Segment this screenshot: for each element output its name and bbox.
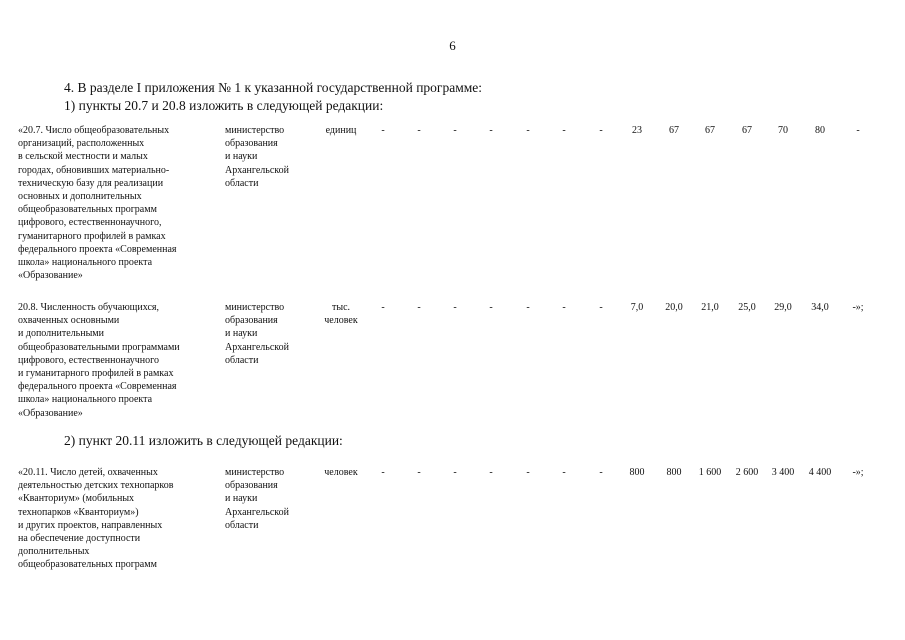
indicator-value: 29,0 — [774, 302, 792, 313]
indicator-value: 4 400 — [808, 467, 832, 478]
responsible-body: министерство образования и науки Архангельской области — [225, 467, 289, 531]
unit-of-measure: единиц — [325, 125, 357, 136]
indicator-value: -»; — [852, 302, 864, 313]
indicator-value: - — [562, 125, 566, 136]
responsible-body: министерство образования и науки Архангельской области — [225, 302, 289, 366]
indicator-value: 80 — [815, 125, 825, 136]
indicator-value: 23 — [632, 125, 642, 136]
indicator-value: 800 — [666, 467, 682, 478]
section-heading: 4. В разделе I приложения № 1 к указанной государственной программе: — [64, 80, 483, 95]
indicator-value: 67 — [705, 125, 715, 136]
indicator-value: 20,0 — [665, 302, 683, 313]
indicator-value: - — [417, 125, 421, 136]
indicator-value: 25,0 — [738, 302, 756, 313]
subsection-heading-2: 2) пункт 20.11 изложить в следующей редакции: — [64, 433, 343, 448]
indicator-value: - — [562, 467, 566, 478]
page-number: 6 — [449, 38, 456, 53]
indicator-value: - — [526, 302, 530, 313]
indicator-value: - — [489, 125, 493, 136]
indicator-value: - — [856, 125, 860, 136]
indicator-value: 70 — [778, 125, 788, 136]
indicator-value: 3 400 — [771, 467, 795, 478]
indicator-value: 67 — [669, 125, 679, 136]
indicator-value: 21,0 — [701, 302, 719, 313]
indicator-value: 2 600 — [735, 467, 759, 478]
indicator-value: 67 — [742, 125, 752, 136]
indicator-value: - — [453, 302, 457, 313]
indicator-value: 1 600 — [698, 467, 722, 478]
indicator-value: - — [417, 302, 421, 313]
indicator-value: - — [381, 125, 385, 136]
indicator-description: 20.8. Численность обучающихся, охваченных основными и дополнительными общеобразовательными программами цифрового, естественнонаучного и гуманитарного профилей в рамках федерального проекта «Современная школа» национального проекта «Образование» — [18, 302, 180, 419]
indicator-description: «20.11. Число детей, охваченных деятельностью детских технопарков «Кванториум» (мобильных технопарков «Кванториум») и других проектов, направленных на обеспечение доступности дополнительных общеобразовательных программ — [18, 467, 174, 571]
indicator-value: -»; — [852, 467, 864, 478]
unit-of-measure: тыс. человек — [324, 302, 358, 327]
indicator-value: - — [526, 467, 530, 478]
indicator-value: - — [599, 125, 603, 136]
responsible-body: министерство образования и науки Архангельской области — [225, 125, 289, 189]
indicator-value: - — [381, 302, 385, 313]
indicator-value: - — [453, 467, 457, 478]
indicator-value: - — [453, 125, 457, 136]
indicator-value: - — [489, 302, 493, 313]
indicator-value: 7,0 — [630, 302, 644, 313]
indicator-value: - — [562, 302, 566, 313]
indicator-value: 800 — [629, 467, 645, 478]
indicator-value: - — [381, 467, 385, 478]
subsection-heading-1: 1) пункты 20.7 и 20.8 изложить в следующей редакции: — [64, 98, 384, 113]
indicator-description: «20.7. Число общеобразовательных организаций, расположенных в сельской местности и малых городах, обновивших материально- техническую базу для реализации основных и дополнительных общеобразовательных программ цифрового, естественнонаучного, гуманитарного профилей в рамках федерального проекта «Современная школа» национального проекта «Образование» — [18, 125, 177, 282]
indicator-value: - — [599, 302, 603, 313]
indicator-value: - — [417, 467, 421, 478]
indicator-value: 34,0 — [811, 302, 829, 313]
indicator-value: - — [599, 467, 603, 478]
indicator-value: - — [526, 125, 530, 136]
indicator-value: - — [489, 467, 493, 478]
unit-of-measure: человек — [324, 467, 358, 478]
